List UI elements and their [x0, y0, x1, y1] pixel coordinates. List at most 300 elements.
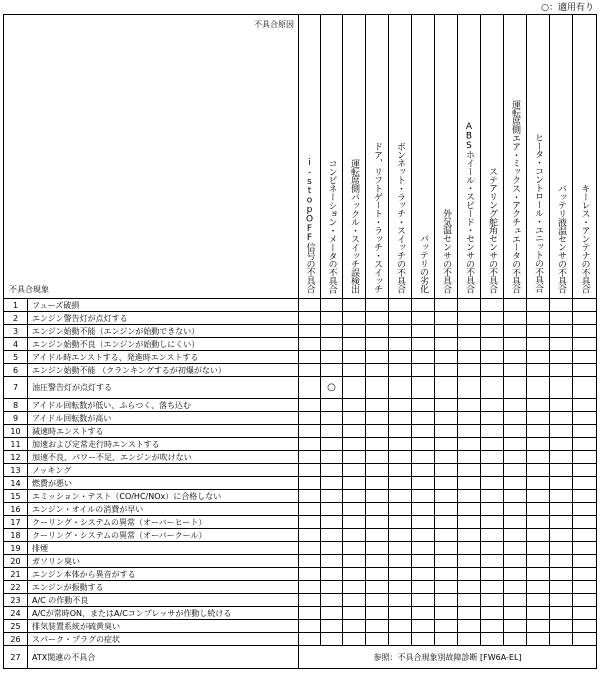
- matrix-cell: [412, 299, 435, 312]
- matrix-cell: [366, 464, 389, 477]
- cause-column-header: [527, 15, 550, 299]
- matrix-cell: [299, 594, 321, 607]
- matrix-cell: [527, 312, 550, 325]
- matrix-cell: [389, 438, 412, 451]
- matrix-cell: [366, 412, 389, 425]
- matrix-cell: [550, 364, 573, 377]
- matrix-cell: [299, 325, 321, 338]
- matrix-cell: [550, 299, 573, 312]
- matrix-cell: [321, 299, 343, 312]
- row-number: 15: [4, 490, 28, 503]
- cause-column-label: キーレス・アンテナの不具合: [579, 183, 590, 293]
- matrix-cell: [481, 555, 504, 568]
- phenomenon-text: 加速および定常走行時エンストする: [28, 438, 299, 451]
- table-row: [4, 425, 597, 438]
- diagnosis-matrix-table: [3, 14, 597, 669]
- phenomenon-text: クーリング・システムの異常（オーバーヒート）: [28, 516, 299, 529]
- cause-axis-label: 不具合原因: [254, 20, 294, 29]
- matrix-cell: [343, 555, 366, 568]
- row-number: 3: [4, 325, 28, 338]
- matrix-cell: [366, 451, 389, 464]
- matrix-cell: [299, 620, 321, 633]
- matrix-cell: [504, 338, 527, 351]
- matrix-cell: [504, 594, 527, 607]
- matrix-cell: ○: [321, 377, 343, 399]
- matrix-cell: [389, 399, 412, 412]
- cause-column-label: 運転席側エア・ミックス・アクチュエータの不具合: [510, 99, 520, 293]
- phenomenon-text: 排気装置系統が硫黄臭い: [28, 620, 299, 633]
- matrix-cell: [299, 581, 321, 594]
- table-row: [4, 503, 597, 516]
- matrix-cell: [504, 620, 527, 633]
- matrix-cell: [389, 607, 412, 620]
- table-row: [4, 338, 597, 351]
- phenomenon-text: エンジン本体から異音がする: [28, 568, 299, 581]
- matrix-cell: [321, 425, 343, 438]
- matrix-cell: [321, 364, 343, 377]
- matrix-cell: [321, 594, 343, 607]
- cause-column-header: [343, 15, 366, 299]
- matrix-cell: [412, 399, 435, 412]
- matrix-cell: [321, 399, 343, 412]
- matrix-cell: [321, 325, 343, 338]
- matrix-cell: [504, 477, 527, 490]
- matrix-cell: [343, 438, 366, 451]
- cause-column-header: [412, 15, 435, 299]
- header-corner-cell: [4, 15, 299, 299]
- row-number: 8: [4, 399, 28, 412]
- matrix-cell: [550, 516, 573, 529]
- phenomenon-text: エンジン・オイルの消費が早い: [28, 503, 299, 516]
- cause-column-header: [573, 15, 597, 299]
- matrix-cell: [527, 351, 550, 364]
- matrix-cell: [527, 412, 550, 425]
- matrix-cell: [343, 516, 366, 529]
- phenomenon-text: アイドル回転数が低い、ふらつく、落ち込む: [28, 399, 299, 412]
- matrix-cell: [389, 490, 412, 503]
- matrix-cell: [366, 542, 389, 555]
- matrix-cell: [366, 377, 389, 399]
- matrix-cell: [389, 555, 412, 568]
- matrix-cell: [527, 477, 550, 490]
- matrix-cell: [366, 607, 389, 620]
- matrix-cell: [299, 529, 321, 542]
- matrix-cell: [435, 399, 458, 412]
- matrix-cell: [550, 464, 573, 477]
- row-number: 14: [4, 477, 28, 490]
- matrix-cell: [504, 364, 527, 377]
- matrix-cell: [435, 425, 458, 438]
- matrix-cell: [412, 412, 435, 425]
- matrix-cell: [458, 412, 481, 425]
- matrix-cell: [343, 425, 366, 438]
- matrix-cell: [412, 542, 435, 555]
- matrix-cell: [321, 338, 343, 351]
- phenomenon-axis-label: 不具合現象: [9, 285, 49, 294]
- matrix-cell: [366, 568, 389, 581]
- matrix-cell: [573, 555, 597, 568]
- matrix-cell: [366, 351, 389, 364]
- cause-column-label: コンビネーション・メータの不具合: [326, 158, 337, 293]
- matrix-cell: [389, 594, 412, 607]
- matrix-cell: [504, 503, 527, 516]
- matrix-cell: [550, 542, 573, 555]
- matrix-cell: [481, 464, 504, 477]
- matrix-cell: [389, 464, 412, 477]
- matrix-cell: [389, 568, 412, 581]
- cause-column-label: 外気温センサの不具合: [441, 208, 451, 293]
- matrix-cell: [412, 338, 435, 351]
- matrix-cell: [412, 633, 435, 646]
- matrix-cell: [458, 529, 481, 542]
- matrix-cell: [343, 364, 366, 377]
- matrix-cell: [299, 364, 321, 377]
- matrix-cell: [299, 377, 321, 399]
- matrix-cell: [343, 633, 366, 646]
- matrix-cell: [299, 555, 321, 568]
- matrix-cell: [527, 633, 550, 646]
- matrix-cell: [389, 312, 412, 325]
- matrix-cell: [481, 516, 504, 529]
- matrix-cell: [435, 451, 458, 464]
- table-row: [4, 477, 597, 490]
- matrix-cell: [299, 399, 321, 412]
- matrix-cell: [321, 351, 343, 364]
- matrix-cell: [527, 299, 550, 312]
- matrix-cell: [299, 299, 321, 312]
- matrix-cell: [481, 620, 504, 633]
- matrix-cell: [504, 299, 527, 312]
- matrix-cell: [573, 477, 597, 490]
- table-row: [4, 581, 597, 594]
- matrix-cell: [366, 594, 389, 607]
- table-row: [4, 299, 597, 312]
- matrix-cell: [458, 490, 481, 503]
- matrix-cell: [573, 464, 597, 477]
- matrix-cell: [504, 633, 527, 646]
- cause-column-header: [321, 15, 343, 299]
- matrix-cell: [343, 299, 366, 312]
- phenomenon-text: クーリング・システムの異常（オーバークール）: [28, 529, 299, 542]
- matrix-cell: [550, 351, 573, 364]
- matrix-cell: [321, 490, 343, 503]
- matrix-cell: [527, 451, 550, 464]
- matrix-cell: [435, 412, 458, 425]
- matrix-cell: [527, 438, 550, 451]
- matrix-cell: [458, 542, 481, 555]
- matrix-cell: [504, 325, 527, 338]
- matrix-cell: [435, 438, 458, 451]
- matrix-cell: [343, 529, 366, 542]
- matrix-cell: [366, 325, 389, 338]
- matrix-cell: [573, 325, 597, 338]
- matrix-cell: [481, 529, 504, 542]
- matrix-cell: [573, 568, 597, 581]
- matrix-cell: [573, 490, 597, 503]
- table-row: [4, 633, 597, 646]
- matrix-cell: [343, 399, 366, 412]
- matrix-cell: [343, 477, 366, 490]
- cause-column-header: [504, 15, 527, 299]
- matrix-cell: [343, 594, 366, 607]
- matrix-cell: [550, 581, 573, 594]
- matrix-cell: [321, 477, 343, 490]
- phenomenon-text: A/C の作動不良: [28, 594, 299, 607]
- matrix-cell: [343, 503, 366, 516]
- matrix-cell: [435, 633, 458, 646]
- matrix-cell: [458, 338, 481, 351]
- table-row: [4, 325, 597, 338]
- matrix-cell: [527, 490, 550, 503]
- matrix-cell: [389, 516, 412, 529]
- matrix-cell: [573, 351, 597, 364]
- matrix-cell: [412, 312, 435, 325]
- matrix-cell: [481, 312, 504, 325]
- matrix-cell: [458, 516, 481, 529]
- matrix-cell: [435, 620, 458, 633]
- matrix-cell: [435, 338, 458, 351]
- matrix-cell: [481, 351, 504, 364]
- matrix-cell: [550, 399, 573, 412]
- matrix-cell: [435, 377, 458, 399]
- cause-column-label: バッテリ液温センサの不具合: [556, 183, 566, 293]
- phenomenon-text: スパーク・プラグの症状: [28, 633, 299, 646]
- row-number: 4: [4, 338, 28, 351]
- matrix-cell: [527, 325, 550, 338]
- matrix-cell: [481, 299, 504, 312]
- matrix-cell: [481, 477, 504, 490]
- matrix-cell: [435, 607, 458, 620]
- row-number: 27: [4, 646, 28, 669]
- table-row: [4, 312, 597, 325]
- matrix-cell: [366, 555, 389, 568]
- matrix-cell: [389, 425, 412, 438]
- matrix-cell: [343, 620, 366, 633]
- matrix-cell: [458, 477, 481, 490]
- matrix-cell: [550, 555, 573, 568]
- matrix-cell: [389, 581, 412, 594]
- matrix-cell: [527, 607, 550, 620]
- matrix-cell: [412, 529, 435, 542]
- matrix-cell: [321, 464, 343, 477]
- matrix-cell: [412, 607, 435, 620]
- matrix-cell: [343, 542, 366, 555]
- matrix-cell: [504, 581, 527, 594]
- matrix-cell: [412, 425, 435, 438]
- phenomenon-text: アイドル回転数が高い: [28, 412, 299, 425]
- matrix-cell: [481, 490, 504, 503]
- matrix-cell: [481, 338, 504, 351]
- matrix-cell: [321, 312, 343, 325]
- matrix-cell: [299, 425, 321, 438]
- matrix-cell: [550, 607, 573, 620]
- matrix-cell: [412, 620, 435, 633]
- matrix-cell: [412, 351, 435, 364]
- phenomenon-text: エンジンが振動する: [28, 581, 299, 594]
- phenomenon-text: 排煙: [28, 542, 299, 555]
- matrix-cell: [458, 299, 481, 312]
- matrix-cell: [550, 503, 573, 516]
- table-row: [4, 516, 597, 529]
- matrix-cell: [412, 581, 435, 594]
- reference-note: 参照：不具合現象別故障診断 [FW6A-EL]: [299, 646, 597, 669]
- phenomenon-text: ノッキング: [28, 464, 299, 477]
- matrix-cell: [412, 364, 435, 377]
- matrix-cell: [435, 516, 458, 529]
- matrix-cell: [435, 503, 458, 516]
- matrix-cell: [504, 312, 527, 325]
- matrix-cell: [412, 451, 435, 464]
- matrix-cell: [550, 594, 573, 607]
- matrix-cell: [573, 620, 597, 633]
- matrix-cell: [321, 516, 343, 529]
- matrix-cell: [573, 594, 597, 607]
- cause-column-header: [481, 15, 504, 299]
- matrix-cell: [504, 438, 527, 451]
- matrix-cell: [389, 351, 412, 364]
- matrix-cell: [527, 516, 550, 529]
- matrix-cell: [343, 581, 366, 594]
- matrix-cell: [458, 364, 481, 377]
- matrix-cell: [481, 542, 504, 555]
- matrix-cell: [366, 312, 389, 325]
- matrix-cell: [435, 325, 458, 338]
- matrix-cell: [550, 425, 573, 438]
- matrix-cell: [527, 399, 550, 412]
- matrix-cell: [550, 568, 573, 581]
- table-body: [4, 299, 597, 669]
- matrix-cell: [412, 325, 435, 338]
- row-number: 22: [4, 581, 28, 594]
- matrix-cell: [435, 364, 458, 377]
- matrix-cell: [504, 399, 527, 412]
- matrix-cell: [481, 607, 504, 620]
- row-number: 25: [4, 620, 28, 633]
- matrix-cell: [504, 464, 527, 477]
- matrix-cell: [389, 338, 412, 351]
- matrix-cell: [299, 490, 321, 503]
- matrix-cell: [412, 464, 435, 477]
- row-number: 21: [4, 568, 28, 581]
- matrix-cell: [389, 299, 412, 312]
- matrix-cell: [573, 607, 597, 620]
- matrix-cell: [389, 477, 412, 490]
- matrix-cell: [389, 364, 412, 377]
- matrix-cell: [527, 555, 550, 568]
- matrix-cell: [321, 620, 343, 633]
- phenomenon-text: 油圧警告灯が点灯する: [28, 377, 299, 399]
- matrix-cell: [435, 555, 458, 568]
- matrix-cell: [504, 529, 527, 542]
- matrix-cell: [435, 464, 458, 477]
- matrix-cell: [299, 312, 321, 325]
- matrix-cell: [527, 338, 550, 351]
- table-row: [4, 594, 597, 607]
- matrix-cell: [573, 438, 597, 451]
- table-row: [4, 364, 597, 377]
- cause-column-label: ボンネット・ラッチ・スイッチの不具合: [395, 141, 405, 293]
- matrix-cell: [366, 490, 389, 503]
- matrix-cell: [458, 594, 481, 607]
- phenomenon-text: フューズ破損: [28, 299, 299, 312]
- matrix-cell: [458, 351, 481, 364]
- matrix-cell: [504, 425, 527, 438]
- matrix-cell: [504, 516, 527, 529]
- matrix-cell: [299, 438, 321, 451]
- matrix-cell: [458, 377, 481, 399]
- matrix-cell: [366, 425, 389, 438]
- cause-column-header: [550, 15, 573, 299]
- table-row: [4, 555, 597, 568]
- table-row: [4, 529, 597, 542]
- matrix-cell: [573, 529, 597, 542]
- matrix-cell: [504, 412, 527, 425]
- matrix-cell: [481, 503, 504, 516]
- cause-column-label: ドア、リフトゲート・ラッチ・スイッチ: [372, 141, 382, 293]
- row-number: 6: [4, 364, 28, 377]
- matrix-cell: [481, 594, 504, 607]
- matrix-cell: [299, 477, 321, 490]
- row-number: 9: [4, 412, 28, 425]
- matrix-cell: [412, 555, 435, 568]
- matrix-cell: [527, 364, 550, 377]
- matrix-cell: [299, 412, 321, 425]
- cause-column-header: [435, 15, 458, 299]
- matrix-cell: [458, 620, 481, 633]
- matrix-cell: [366, 438, 389, 451]
- phenomenon-text: エンジン始動不能（エンジンが始動できない）: [28, 325, 299, 338]
- matrix-cell: [550, 529, 573, 542]
- matrix-cell: [573, 542, 597, 555]
- matrix-cell: [435, 312, 458, 325]
- matrix-cell: [504, 568, 527, 581]
- matrix-cell: [573, 503, 597, 516]
- row-number: 24: [4, 607, 28, 620]
- phenomenon-text: アイドル時エンストする、発進時エンストする: [28, 351, 299, 364]
- matrix-cell: [389, 503, 412, 516]
- matrix-cell: [504, 555, 527, 568]
- matrix-cell: [299, 464, 321, 477]
- matrix-cell: [412, 568, 435, 581]
- matrix-cell: [343, 338, 366, 351]
- row-number: 17: [4, 516, 28, 529]
- matrix-cell: [458, 399, 481, 412]
- matrix-cell: [550, 438, 573, 451]
- matrix-cell: [299, 542, 321, 555]
- matrix-cell: [389, 542, 412, 555]
- matrix-cell: [527, 542, 550, 555]
- matrix-cell: [527, 529, 550, 542]
- row-number: 23: [4, 594, 28, 607]
- table-row: [4, 412, 597, 425]
- matrix-cell: [481, 325, 504, 338]
- table-row: [4, 451, 597, 464]
- cause-column-label: ヒータ・コントロール・ユニットの不具合: [533, 133, 543, 293]
- matrix-cell: [527, 503, 550, 516]
- matrix-cell: [481, 425, 504, 438]
- matrix-cell: [573, 451, 597, 464]
- row-number: 5: [4, 351, 28, 364]
- matrix-cell: [458, 464, 481, 477]
- matrix-cell: [321, 412, 343, 425]
- matrix-cell: [481, 438, 504, 451]
- row-number: 20: [4, 555, 28, 568]
- matrix-cell: [389, 412, 412, 425]
- matrix-cell: [435, 594, 458, 607]
- matrix-cell: [458, 451, 481, 464]
- matrix-cell: [481, 412, 504, 425]
- matrix-cell: [550, 451, 573, 464]
